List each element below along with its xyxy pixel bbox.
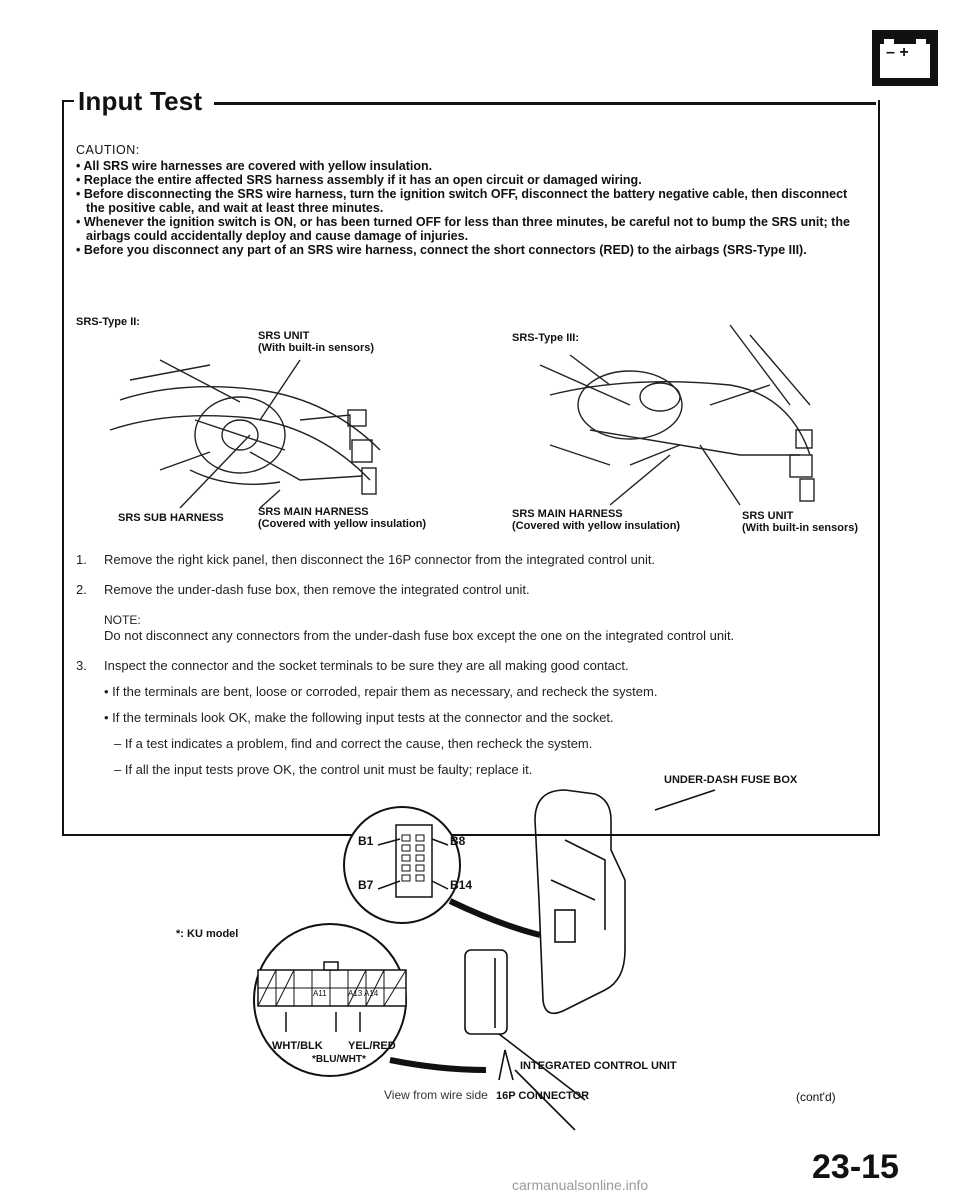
dashboard-type3-illustration: [510, 345, 830, 505]
srs-main-harness-left-label: SRS MAIN HARNESS: [258, 506, 369, 518]
srs-unit-label: SRS UNIT: [258, 330, 310, 342]
caution-item: • All SRS wire harnesses are covered with yellow insulation.: [76, 159, 433, 173]
dashboard-type2-illustration: [100, 340, 400, 508]
pin-b8-label: B8: [450, 834, 466, 848]
pin-a14-label: A14: [364, 989, 379, 998]
caution-item: • Before you disconnect any part of an SRS wire harness, connect the short connectors (RED) to the airbags (SRS-Type III).: [76, 243, 807, 257]
srs-main-harness-left-sub: (Covered with yellow insulation): [258, 518, 427, 530]
pin-a11-label: A11: [313, 989, 327, 998]
wire-wht-blk-label: WHT/BLK: [272, 1040, 323, 1052]
caution-item: • Replace the entire affected SRS harness assembly if it has an open circuit or damaged wiring.: [76, 173, 642, 187]
srs-type-2-label: SRS-Type II:: [76, 316, 140, 328]
pin-b1-label: B1: [358, 834, 374, 848]
continued-label: (cont'd): [796, 1090, 836, 1104]
caution-item: • Before disconnecting the SRS wire harness, turn the ignition switch OFF, disconnect the battery negative cable, then disconnect the positive cable, and wait at least three minutes.: [76, 187, 848, 215]
battery-symbols: – +: [886, 44, 909, 61]
caution-block: [76, 143, 866, 257]
fuse-box-illustration: [455, 780, 775, 1080]
pin-b7-label: B7: [358, 878, 374, 892]
watermark: carmanualsonline.info: [512, 1177, 649, 1193]
pin-a13-label: A13: [348, 989, 363, 998]
connector-16p-label: 16P CONNECTOR: [496, 1090, 590, 1102]
page-title: Input Test: [78, 86, 203, 116]
srs-type-3-label: SRS-Type III:: [512, 332, 580, 344]
srs-sub-harness-label: SRS SUB HARNESS: [118, 512, 224, 524]
srs-main-harness-right-sub: (Covered with yellow insulation): [512, 520, 681, 532]
fuse-box-label: UNDER-DASH FUSE BOX: [664, 774, 798, 786]
srs-unit-right-sub: (With built-in sensors): [742, 522, 859, 534]
wire-blu-wht-label: *BLU/WHT*: [312, 1054, 366, 1065]
view-label: View from wire side: [384, 1088, 488, 1102]
battery-icon: [872, 30, 938, 86]
srs-unit-sub-label: (With built-in sensors): [258, 342, 375, 354]
ku-model-label: *: KU model: [176, 928, 239, 940]
srs-main-harness-right-label: SRS MAIN HARNESS: [512, 508, 623, 520]
icu-label: INTEGRATED CONTROL UNIT: [520, 1060, 677, 1072]
wire-yel-red-label: YEL/RED: [348, 1040, 396, 1052]
page-number: 23-15: [812, 1148, 899, 1186]
pin-b14-label: B14: [450, 878, 473, 892]
title-rule: [214, 102, 876, 105]
caution-item: • Whenever the ignition switch is ON, or has been turned OFF for less than three minutes, be careful not to bump the SRS unit; the airbags could accidentally deploy and cause damage of injuries.: [76, 215, 850, 243]
srs-unit-right-label: SRS UNIT: [742, 510, 794, 522]
caution-label: CAUTION:: [76, 143, 140, 157]
